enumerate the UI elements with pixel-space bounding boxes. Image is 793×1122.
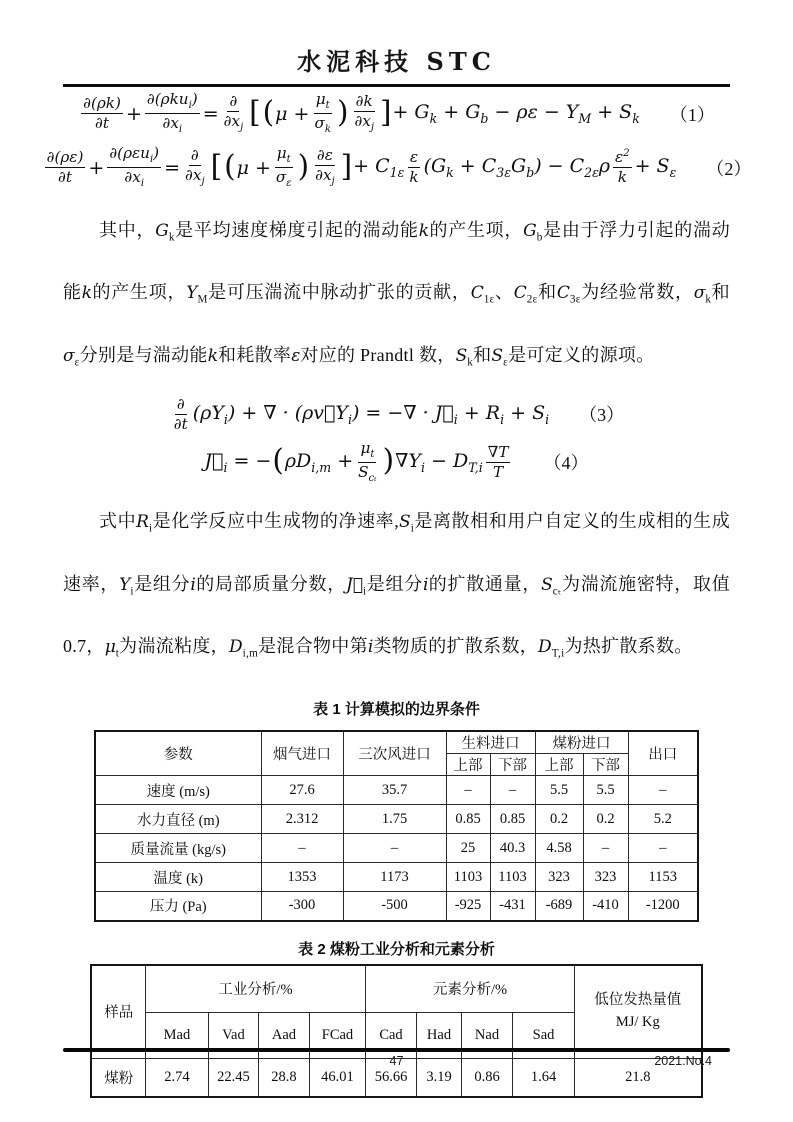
table-cell: 1103 <box>490 863 535 892</box>
table-cell: 1173 <box>343 863 446 892</box>
table-cell: 1.75 <box>343 805 446 834</box>
table-cell: 0.2 <box>535 805 583 834</box>
table2-header-ultimate: 元素分析/% <box>366 965 575 1013</box>
table-cell: 40.3 <box>490 834 535 863</box>
table-cell: 0.86 <box>462 1059 513 1097</box>
table2-header-vad: Vad <box>208 1013 258 1059</box>
lhv-label: 低位发热量值 <box>594 992 682 1009</box>
table-cell: 46.01 <box>309 1059 365 1097</box>
page-footer <box>0 1048 793 1068</box>
table2-header-mad: Mad <box>145 1013 208 1059</box>
table-cell: -431 <box>490 892 535 921</box>
table2-header-row-1 <box>91 965 701 1013</box>
table1-header-raw-upper: 上部 <box>446 754 490 776</box>
table-cell: 1153 <box>628 863 698 892</box>
table-cell: 323 <box>535 863 583 892</box>
table1-header-coal-upper: 上部 <box>535 754 583 776</box>
table-cell: -500 <box>343 892 446 921</box>
row-label: 煤粉 <box>91 1059 145 1097</box>
table1-row-temperature <box>95 863 698 892</box>
table-cell: 22.45 <box>208 1059 258 1097</box>
table-cell: – <box>261 834 343 863</box>
row-label: 速度 (m/s) <box>95 776 261 805</box>
table-cell: 5.5 <box>535 776 583 805</box>
table-cell: 3.19 <box>417 1059 462 1097</box>
equation-group-turbulence <box>0 87 793 195</box>
table-cell: – <box>446 776 490 805</box>
table-cell: -689 <box>535 892 583 921</box>
table1-header-param: 参数 <box>95 731 261 776</box>
equation-4: $J⃗_i$ = − ( $\rho D_{i,m}$ + $\frac{\mu_t}{S_{c_t}}$ ) $\nabla Y_i - D_{T,i}$ $\frac{\nabla T}{T}$ （4） <box>204 439 589 484</box>
row-label: 压力 (Pa) <box>95 892 261 921</box>
table1-header-tertiary-air: 三次风进口 <box>343 731 446 776</box>
table-cell: – <box>490 776 535 805</box>
table1-caption: 表 1 计算模拟的边界条件 <box>313 701 480 719</box>
table1-row-mass-flow <box>95 834 698 863</box>
equation-1: $\frac{\partial(\rho k)}{\partial t}$ + $\frac{\partial(\rho ku_i)}{\partial x_i}$ = $\frac{\partial}{\partial x_j}$ [ ( μ + $\frac{\mu_t}{\sigma_k}$ ) $\frac{\partial k}{\partial x_j}$ ] + $G_k + G_b - \rho\varepsilon - Y_M + S_k$ （1） <box>83 90 715 136</box>
table1-header-coal-lower: 下部 <box>583 754 628 776</box>
paragraph-species-terms: 式中$R_i$是化学反应中生成物的净速率$,S_i$是离散相和用户自定义的生成相的生成速率，$Y_i$是组分i的局部质量分数，$J⃗_i$是组分i的扩散通量，$S_{c_t}$为湍流施密特，取值 0.7，$\mu_t$为湍流粘度，$D_{i,m}$是混合物中第i类物质的扩散系数，$D_{T,i}$为热扩散系数。 <box>63 511 731 661</box>
table1-boundary-conditions <box>94 730 699 922</box>
table1-header-raw-lower: 下部 <box>490 754 535 776</box>
lhv-unit: MJ/ Kg <box>615 1013 660 1030</box>
table-cell: – <box>628 834 698 863</box>
table-cell: 2.312 <box>261 805 343 834</box>
issue-label: 2021.No.4 <box>654 1054 712 1068</box>
table-cell: 1103 <box>446 863 490 892</box>
table2-header-nad: Nad <box>462 1013 513 1059</box>
table-cell: 5.5 <box>583 776 628 805</box>
table2-header-proximate: 工业分析/% <box>145 965 365 1013</box>
table-cell: 1353 <box>261 863 343 892</box>
row-label: 温度 (k) <box>95 863 261 892</box>
equation-2: $\frac{\partial(\rho\varepsilon)}{\partial t}$ + $\frac{\partial(\rho\varepsilon u_i)}{\partial x_i}$ = $\frac{\partial}{\partial x_j}$ [ ( μ + $\frac{\mu_t}{\sigma_\varepsilon}$ ) $\frac{\partial\varepsilon}{\partial x_j}$ ] + $C_{1\varepsilon}$ $\frac{\varepsilon}{k}$ $(G_k + C_{3\varepsilon}G_b) - C_{2\varepsilon}\rho$ $\frac{\varepsilon^2}{k}$ + $S_\varepsilon$ （2） <box>46 144 752 190</box>
table2-coal-analysis <box>90 964 702 1098</box>
table1-header-flue-gas: 烟气进口 <box>261 731 343 776</box>
table2-header-sample: 样品 <box>91 965 145 1059</box>
table-cell: – <box>583 834 628 863</box>
table1-row-hydraulic-diameter <box>95 805 698 834</box>
table1-header-raw-meal: 生料进口 <box>446 731 535 754</box>
table-cell: 5.2 <box>628 805 698 834</box>
table1-row-velocity <box>95 776 698 805</box>
table2-header-aad: Aad <box>258 1013 309 1059</box>
table-cell: 2.74 <box>145 1059 208 1097</box>
table-cell: – <box>343 834 446 863</box>
row-label: 水力直径 (m) <box>95 805 261 834</box>
equation-group-species <box>0 390 793 486</box>
table-cell: -300 <box>261 892 343 921</box>
table2-header-sad: Sad <box>513 1013 575 1059</box>
table-cell: -1200 <box>628 892 698 921</box>
equation-3: $\frac{\partial}{\partial t}$ $(\rho Y_i)$ + ∇ · $(\rho v⃗Y_i)$ = −∇ · $J⃗_i + R_i + S_i$ （3） <box>173 394 625 433</box>
row-label: 质量流量 (kg/s) <box>95 834 261 863</box>
table-cell: 56.66 <box>366 1059 417 1097</box>
table-cell: 0.85 <box>490 805 535 834</box>
table-cell: 1.64 <box>513 1059 575 1097</box>
page-number: 47 <box>389 1054 404 1068</box>
table1-row-pressure <box>95 892 698 921</box>
table-cell: 21.8 <box>575 1059 702 1097</box>
table2-header-cad: Cad <box>366 1013 417 1059</box>
paragraph-turbulence-terms: 其中，$G_k$是平均速度梯度引起的湍动能k的产生项，$G_b$是由于浮力引起的湍动能k的产生项，$Y_M$是可压湍流中脉动扩张的贡献，$C_{1\varepsilon}$、$C_{2\varepsilon}$和$C_{3\varepsilon}$为经验常数，$\sigma_k$和$\sigma_\varepsilon$分别是与湍动能k和耗散率ε对应的 Prandtl 数，$S_k$和$S_\varepsilon$是可定义的源项。 <box>63 219 731 369</box>
table-cell: 25 <box>446 834 490 863</box>
table-cell: 35.7 <box>343 776 446 805</box>
table-cell: -410 <box>583 892 628 921</box>
table2-header-fcad: FCad <box>309 1013 365 1059</box>
table-cell: 0.85 <box>446 805 490 834</box>
table-cell: 0.2 <box>583 805 628 834</box>
table2-header-had: Had <box>417 1013 462 1059</box>
table-cell: 323 <box>583 863 628 892</box>
table-cell: – <box>628 776 698 805</box>
table-cell: 27.6 <box>261 776 343 805</box>
table2-header-lhv <box>575 965 702 1059</box>
table2-caption: 表 2 煤粉工业分析和元素分析 <box>298 940 495 958</box>
table1-header-row-1 <box>95 731 698 754</box>
table1-header-coal: 煤粉进口 <box>535 731 628 754</box>
table-cell: 28.8 <box>258 1059 309 1097</box>
journal-title: 水泥科技 STC <box>297 47 496 76</box>
footer-rule <box>63 1048 730 1052</box>
table-cell: -925 <box>446 892 490 921</box>
table1-header-outlet: 出口 <box>628 731 698 776</box>
table-cell: 4.58 <box>535 834 583 863</box>
